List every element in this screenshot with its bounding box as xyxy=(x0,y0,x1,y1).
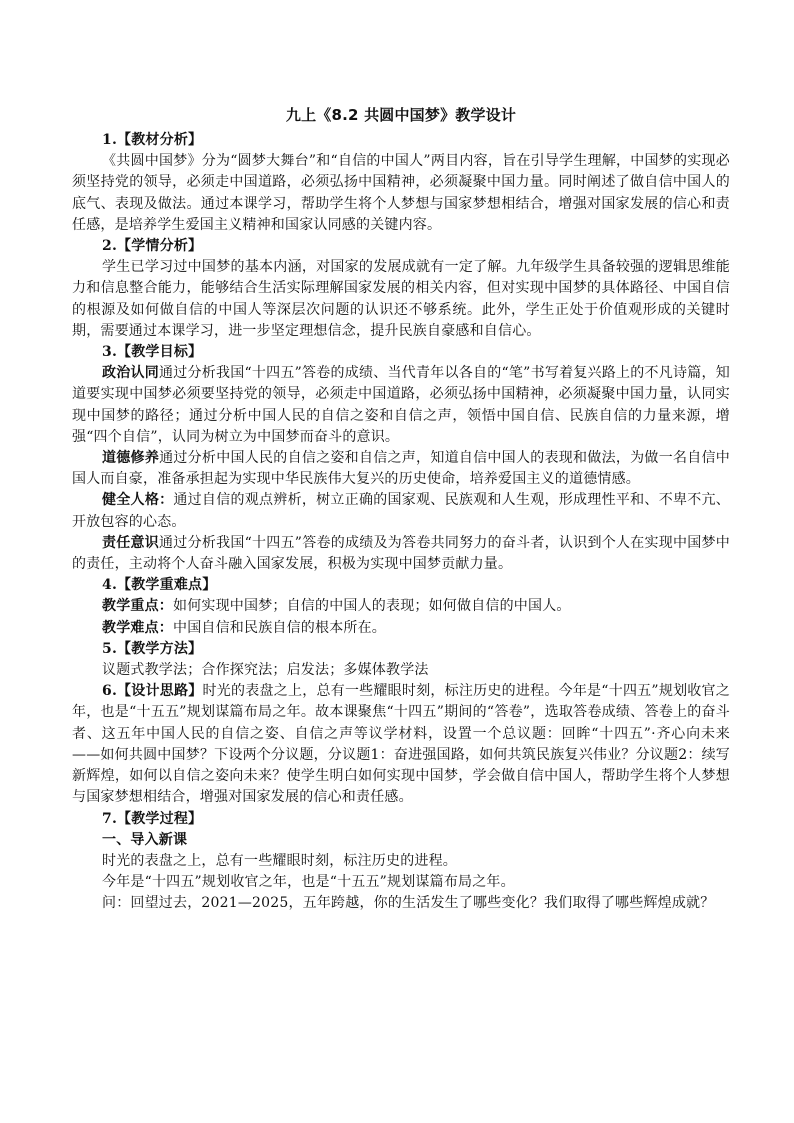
goal-label: 健全人格： xyxy=(102,492,174,509)
document-title: 九上《8.2 共圆中国梦》教学设计 xyxy=(285,106,517,124)
key-point xyxy=(72,596,730,617)
goal-label: 道德修养 xyxy=(102,450,160,467)
section-heading-design-idea: 6.【设计思路】 xyxy=(102,683,203,700)
goal-sound-personality xyxy=(72,490,730,532)
section-heading-teaching-process: 7.【教学过程】 xyxy=(102,810,203,827)
difficult-point-text: 中国自信和民族自信的根本所在。 xyxy=(173,619,386,636)
difficult-point-label: 教学难点： xyxy=(102,619,173,636)
goal-label: 政治认同 xyxy=(102,365,159,382)
section-heading-key-difficult-points: 4.【教学重难点】 xyxy=(102,577,217,594)
goal-text: 通过自信的观点辨析，树立正确的国家观、民族观和人生观，形成理性平和、不卑不亢、开放包容的心态。 xyxy=(72,492,730,530)
section-heading-student-analysis: 2.【学情分析】 xyxy=(102,238,203,255)
intro-paragraph-1: 时光的表盘之上，总有一些耀眼时刻，标注历史的进程。 xyxy=(102,852,457,869)
teaching-methods-text: 议题式教学法；合作探究法；启发法；多媒体教学法 xyxy=(102,662,429,679)
goal-text: 通过分析中国人民的自信之姿和自信之声，知道自信中国人的表现和做法，为做一名自信中国人而自豪，准备承担起为实现中华民族伟大复兴的历史使命，培养爱国主义的道德情感。 xyxy=(72,450,730,488)
key-point-text: 如何实现中国梦；自信的中国人的表现；如何做自信的中国人。 xyxy=(173,598,571,615)
subsection-heading-introduction: 一、导入新课 xyxy=(102,831,188,848)
student-analysis-paragraph: 学生已学习过中国梦的基本内涵，对国家的发展成就有一定了解。九年级学生具备较强的逻辑思维能力和信息整合能力，能够结合生活实际理解国家发展的相关内容，但对实现中国梦的具体路径、中国自信的根源及如何做自信的中国人等深层次问题的认识还不够系统。此外，学生正处于价值观形成的关键时期，需要通过本课学习，进一步坚定理想信念，提升民族自豪感和自信心。 xyxy=(72,259,730,339)
difficult-point xyxy=(72,618,730,639)
section-heading-teaching-methods: 5.【教学方法】 xyxy=(102,640,203,657)
textbook-analysis-paragraph: 《共圆中国梦》分为“圆梦大舞台”和“自信的中国人”两目内容，旨在引导学生理解，中国梦的实现必须坚持党的领导，必须走中国道路，必须弘扬中国精神，必须凝聚中国力量。同时阐述了做自信中国人的底气、表现及做法。通过本课学习，帮助学生将个人梦想与国家梦想相结合，增强对国家发展的信心和责任感，是培养学生爱国主义精神和国家认同感的关键内容。 xyxy=(72,153,730,233)
goal-label: 责任意识 xyxy=(102,534,160,551)
goal-political-identity xyxy=(72,363,730,448)
goal-responsibility xyxy=(72,533,730,575)
goal-text: 通过分析我国“十四五”答卷的成绩、当代青年以各自的“笔”书写着复兴路上的不凡诗篇，知道要实现中国梦必须要坚持党的领导，必须走中国道路，必须弘扬中国精神，必须凝聚中国力量，认同实现中国梦的路径；通过分析中国人民的自信之姿和自信之声，领悟中国自信、民族自信的力量来源，增强“四个自信”，认同为树立为中国梦而奋斗的意识。 xyxy=(72,365,730,445)
key-point-label: 教学重点： xyxy=(102,598,173,615)
intro-question: 问：回望过去，2021—2025，五年跨越，你的生活发生了哪些变化？我们取得了哪些辉煌成就？ xyxy=(102,895,715,912)
section-heading-teaching-goals: 3.【教学目标】 xyxy=(102,344,203,361)
design-idea-text: 时光的表盘之上，总有一些耀眼时刻，标注历史的进程。今年是“十四五”规划收官之年，也是“十五五”规划谋篇布局之年。故本课聚焦“十四五”期间的“答卷”，选取答卷成绩、答卷上的奋斗者、这五年中国人民的自信之姿、自信之声等议学材料，设置一个总议题：回眸“十四五”·齐心向未来——如何共圆中国梦？下设两个分议题，分议题1：奋进强国路，如何共筑民族复兴伟业？分议题2：续写新辉煌，如何以自信之姿向未来？使学生明白如何实现中国梦，学会做自信中国人，帮助学生将个人梦想与国家梦想相结合，增强对国家发展的信心和责任感。 xyxy=(72,683,730,806)
section-heading-textbook-analysis: 1.【教材分析】 xyxy=(102,132,203,148)
goal-text: 通过分析我国“十四五”答卷的成绩及为答卷共同努力的奋斗者，认识到个人在实现中国梦中的责任，主动将个人奋斗融入国家发展，积极为实现中国梦贡献力量。 xyxy=(72,534,730,573)
goal-moral-cultivation xyxy=(72,448,730,490)
design-idea-paragraph xyxy=(72,681,730,808)
intro-paragraph-2: 今年是“十四五”规划收官之年，也是“十五五”规划谋篇布局之年。 xyxy=(102,874,515,891)
